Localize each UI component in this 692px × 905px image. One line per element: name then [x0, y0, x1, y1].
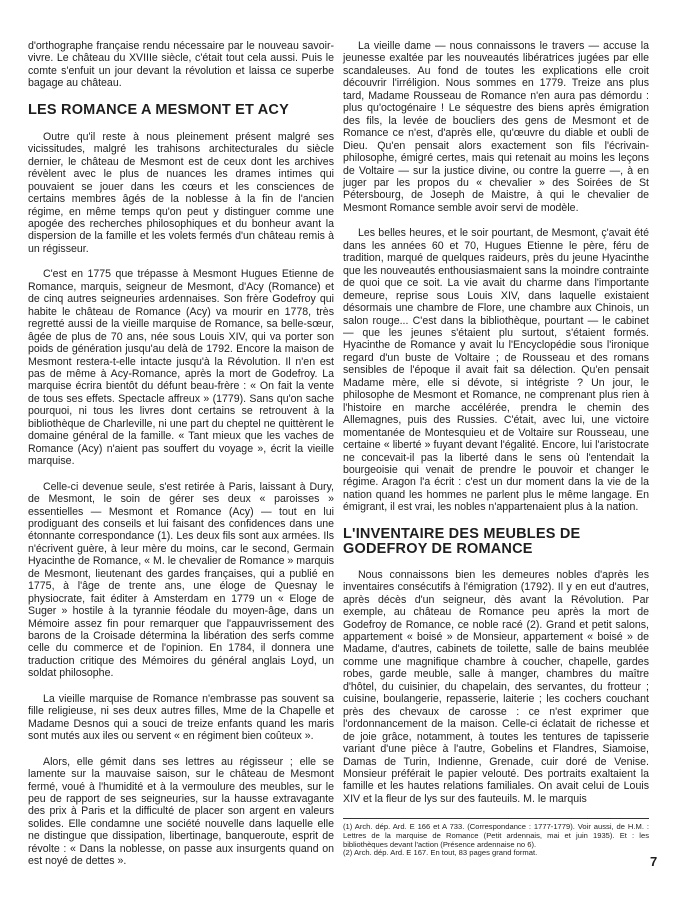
body-paragraph: C'est en 1775 que trépasse à Mesmont Hugues Etienne de Romance, marquis, seigneur de Mesmont, d'Acy (Romance) et de cinq autres seigneuries ardennaises. Son frère Godefroy qui habite le château de Romance (Acy) va mourir en 1778, très regretté aussi de la vieille marquise de Romance, sa belle-sœur, âgée de plus de 70 ans, née sous Louis XIV, qui va porter son poids de génération jusqu'au delà de 1792. Encore la maison de Mesmont restera-t-elle intacte jusqu'à la Révolution. Il n'en est pas de même à Acy-Romance, après la mort de Godefroy. La marquise écrira bientôt du défunt beau-frère : « On fait la vente de tous ses effets. Spectacle affreux » (1779). Sans qu'on sache pourquoi, ni tous les livres dont certains se retrouvent à la bibliothèque de Charleville, ni une part du cheptel ne quittèrent le domaine général de la famille. « Tant mieux que les vaches de Romance (Acy) n'aient pas souffert du voyage », écrit la vieille marquise. — [28, 268, 334, 468]
footnote: (2) Arch. dép. Ard. E 167. En tout, 83 pages grand format. — [343, 848, 538, 858]
section-heading-romance: LES ROMANCE A MESMONT ET ACY — [28, 101, 289, 118]
footnotes — [343, 823, 649, 857]
body-paragraph: Les belles heures, et le soir pourtant, de Mesmont, ç'avait été dans les années 60 et 70, Hugues Etienne le père, féru de tradition, marqué de quelques raideurs, près du jeune Hyacinthe que les nouveautés enthousiasmaient sans la moindre contrainte de quoi que ce soit. La vie avait du charme dans l'importante demeure, reprise sous Louis XIV, dans laquelle existaient désormais une chambre de Flore, une chambre aux Chinois, un salon rouge... C'est dans la bibliothèque, pourtant — le cabinet — que les jeunes s'étaient plu surtout, s'étaient formés. Hyacinthe de Romance y avait lu l'Encyclopédie sous l'ironique regard d'un buste de Voltaire ; de Rousseau et des romans sensibles de l'époque il avait fait sa délection. Qu'en pensait Madame mère, elle si dévote, si intégriste ? Un jour, le philosophe de Mesmont et Romance, ne comprenant plus rien à l'histoire en marche accélérée, prendra le chemin des Allemagnes, puis des Russies. C'était, avec lui, une victoire momentanée de Montesquieu et de Voltaire sur Rousseau, une certaine « liberté » fuyant devant l'égalité. Encore, lui l'aristocrate ne concevait-il pas la liberté dans le sens où l'entendait la bourgeoisie qui venait de prendre le pouvoir et changer le régime. Aragon l'a écrit : c'est un dur moment dans la vie de la nation quand les hommes ne parlent plus le même langage. En émigrant, il est vrai, les nobles n'appartenaient plus à la nation. — [343, 227, 649, 514]
body-paragraph: Outre qu'il reste à nous pleinement présent malgré ses vicissitudes, malgré les trahisons architecturales du siècle dernier, le château de Mesmont est de ceux dont les archives révèlent avec le plus de nuances les drames intimes qui pouvaient se jouer dans les cœurs et les consciences de certains membres âgés de la noblesse à la fin de l'ancien régime, en même temps qu'on peut y distinguer comme une apogée des recherches philosophiques et du bonheur avant la dispersion de la famille et les volets fermés d'un château remis à un régisseur. — [28, 130, 334, 255]
body-paragraph: La vieille dame — nous connaissons le travers — accuse la jeunesse exaltée par les nouveautés libératrices jugées par elle scandaleuses. Au fond de toutes les explications elle croit découvrir l'irréligion. Nous sommes en 1779. Treize ans plus tard, Madame Rousseau de Romance n'en aura pas démordu : plus qu'octogénaire ! Le séquestre des biens après émigration des fils, la levée de boucliers des gens de Mesmont et de Romance ce n'est, d'après elle, qu'œuvre du diable et oubli de Dieu. Qu'en pensait alors exactement son fils l'écrivain-philosophe, émigré certes, mais qui retenait au moins les leçons de Voltaire — sur la justice divine, ou contre la guerre —, à en juger par les propos du « chevalier » des Soirées de St Pétersbourg, de Joseph de Maistre, à qui le chevalier de Mesmont Romance semble avoir servi de modèle. — [343, 40, 649, 214]
intro-paragraph: d'orthographe française rendu nécessaire par le nouveau savoir-vivre. Le château du XVIIIe siècle, c'était tout cela aussi. Puis le comte s'enfuit un jour devant la révolution et laissa ce superbe bagage au château. — [28, 40, 334, 90]
body-paragraph: La vieille marquise de Romance n'embrasse pas souvent sa fille religieuse, ni ses deux autres filles, Mme de la Chapelle et Madame Desnos qui a souci de treize enfants quand les maris sont mutés aux iles ou servent « en régiment bien coûteux ». — [28, 692, 334, 743]
footnote-divider — [343, 818, 649, 819]
body-paragraph: Celle-ci devenue seule, s'est retirée à Paris, laissant à Dury, de Mesmont, le soin de gérer ses deux « paroisses » essentielles — Mesmont et Romance (Acy) — tout en lui prodiguant des conseils et lui faisant des confidences dans une étonnante correspondance (1). Les deux fils sont aux armées. Ils n'écrivent guère, à leur mère du moins, car le second, Germain Hyacinthe de Romance, « M. le chevalier de Romance » marquis de Mesmont, lieutenant des gardes françaises, qui a publié en 1775, à l'âge de trente ans, une éloge de Quesnay le physiocrate, fait éditer à Amsterdam en 1779 un « Eloge de Suger » hostile à la tyrannie féodale du moyen-âge, dans un Mémoire assez fin pour remarquer que l'appauvrissement des barons de la Croisade détermina la libération des serfs comme celle du commerce et de l'opinion. En 1784, il donnera une traduction critique des Mémoires du général anglais Loyd, un soldat philosophe. — [28, 480, 334, 680]
left-column — [28, 40, 334, 881]
body-paragraph: Alors, elle gémit dans ses lettres au régisseur ; elle se lamente sur la mauvaise saison, sur le château de Mesmont fermé, voué à l'humidité et à la vermoulure des meubles, sur le peu de rapport de ses seigneuries, sur la hausse extravagante des prix à Paris et la difficulté de placer son argent en valeurs solides. Elle condamne une société nouvelle dans laquelle elle ne distingue que dissipation, libertinage, banqueroute, esprit de révolte : « Dans la noblesse, on passe aux insurgents quand on est noyé de dettes ». — [28, 755, 334, 868]
section-heading-inventaire: L'INVENTAIRE DES MEUBLES DE GODEFROY DE ROMANCE — [343, 525, 581, 557]
page-number: 7 — [650, 854, 658, 869]
body-paragraph: Nous connaissons bien les demeures nobles d'après les inventaires consécutifs à l'émigration (1792). Il y en eut d'autres, après décès d'un seigneur, dès avant la Révolution. Par exemple, au château de Romance peu après la mort de Godefroy de Romance, ce noble racé (2). Grand et petit salons, appartement « boisé » de Monsieur, appartement « boisé » de Madame, d'autres, cabinets de toilette, salle de bains meublée comme une magnifique chambre à coucher, chapelle, gardes robes, garde meuble, salle à manger, chambres du maître d'hôtel, du cuisinier, du chapelain, des servantes, du frotteur ; cuisine, boulangerie, repasserie, laiterie ; les cochers couchant près des chevaux de carosse : ce n'est exprimer que l'ordonnancement de la maison. Celle-ci éclatait de richesse et de joie grâce, notamment, à toutes les tentures de tapisserie variant d'une pièce à l'autre, Gobelins et Flandres, Siamoise, Damas de Turin, Indienne, Grenade, cuir doré de Venise. Monsieur préférait le papier velouté. Des portraits exaltaient la famille et les hautes relations familiales. On avait celui de Louis XIV et la fleur de lys sur des fauteuils. M. le marquis — [343, 568, 649, 805]
footnote: (1) Arch. dép. Ard. E 166 et A 733. (Correspondance : 1777-1779). Voir aussi, de H.M. : Lettres de la marquise de Romance (Petit ardennais, mai et juin 1935). Et : les bibliothèques devant l'action (Présence ardennaise no 6). — [343, 822, 649, 849]
right-column — [343, 40, 649, 858]
